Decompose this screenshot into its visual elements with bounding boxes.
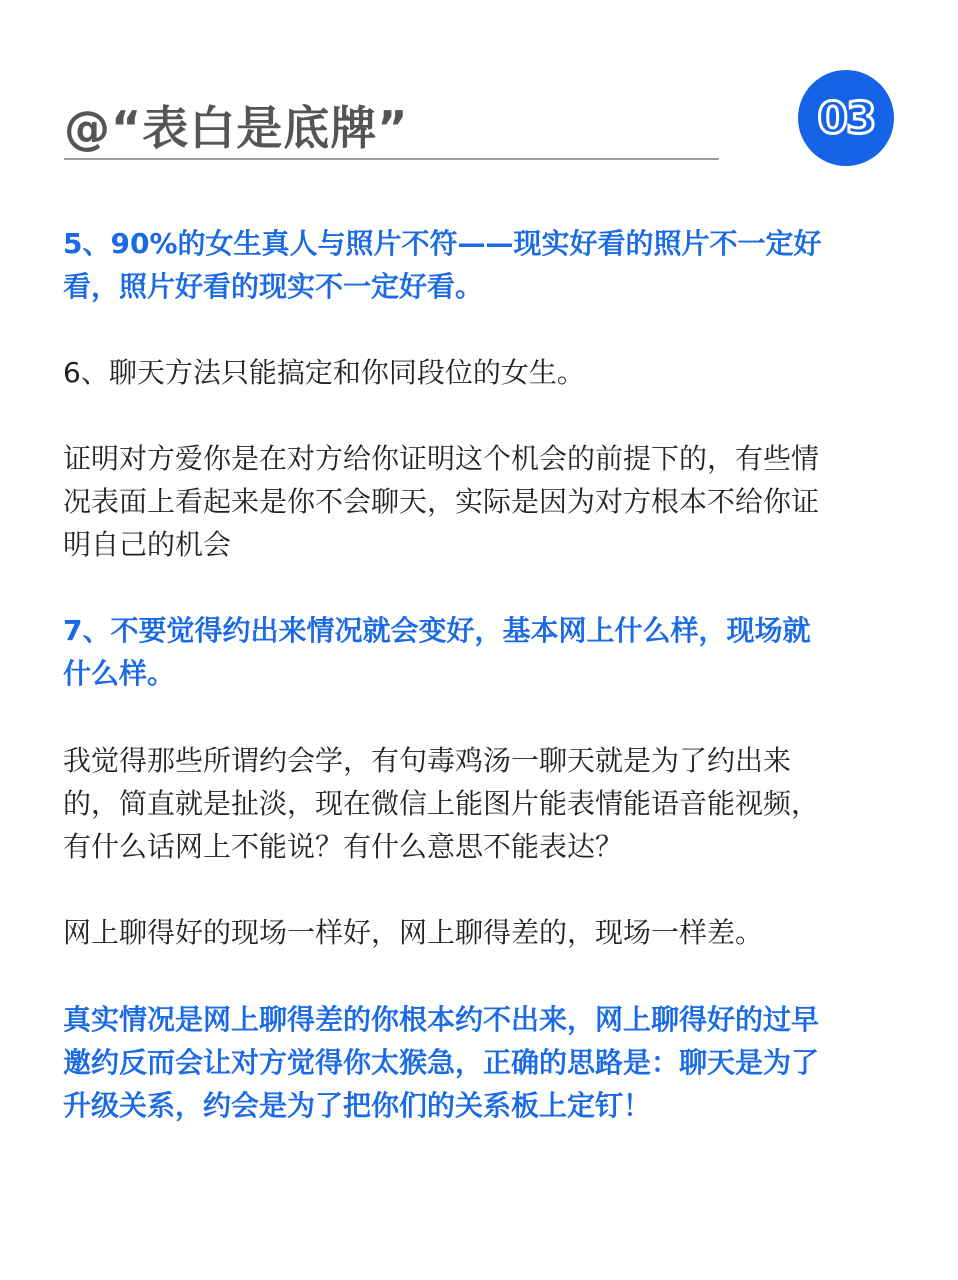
text-line: 明自己的机会 [63, 528, 232, 561]
text-line: 的，简直就是扯淡，现在微信上能图片能表情能语音能视频， [63, 787, 820, 820]
text-line: 6、聊天方法只能搞定和你同段位的女生。 [63, 356, 585, 389]
text-line: 升级关系，约会是为了把你们的关系板上定钉！ [63, 1089, 652, 1122]
point-7-summary [63, 911, 903, 954]
text-line: 5、90%的女生真人与照片不符——现实好看的照片不一定好 [63, 227, 822, 260]
text-line: 我觉得那些所谓约会学，有句毒鸡汤一聊天就是为了约出来 [63, 744, 792, 777]
text-line: 况表面上看起来是你不会聊天，实际是因为对方根本不给你证 [63, 485, 820, 518]
point-7-explanation [63, 739, 903, 868]
text-line: 网上聊得好的现场一样好，网上聊得差的，现场一样差。 [63, 916, 764, 949]
text-line: 什么样。 [63, 657, 176, 690]
text-line: 有什么话网上不能说？有什么意思不能表达？ [63, 830, 624, 863]
text-line: 邀约反而会让对方觉得你太猴急，正确的思路是：聊天是为了 [63, 1046, 820, 1079]
badge-number: 03 [817, 92, 875, 144]
page-number-badge [798, 70, 894, 166]
point-6-explanation [63, 437, 903, 566]
text-line: 7、不要觉得约出来情况就会变好，基本网上什么样，现场就 [63, 614, 811, 647]
text-line: 真实情况是网上聊得差的你根本约不出来，网上聊得好的过早 [63, 1003, 820, 1036]
point-5 [63, 222, 903, 308]
conclusion [63, 998, 903, 1127]
text-line: 证明对方爱你是在对方给你证明这个机会的前提下的，有些情 [63, 442, 820, 475]
page-title: @“表白是底牌” [64, 101, 409, 155]
text-line: 看，照片好看的现实不一定好看。 [63, 270, 484, 303]
point-7 [63, 609, 903, 695]
point-6 [63, 351, 903, 394]
title-underline [64, 158, 719, 160]
